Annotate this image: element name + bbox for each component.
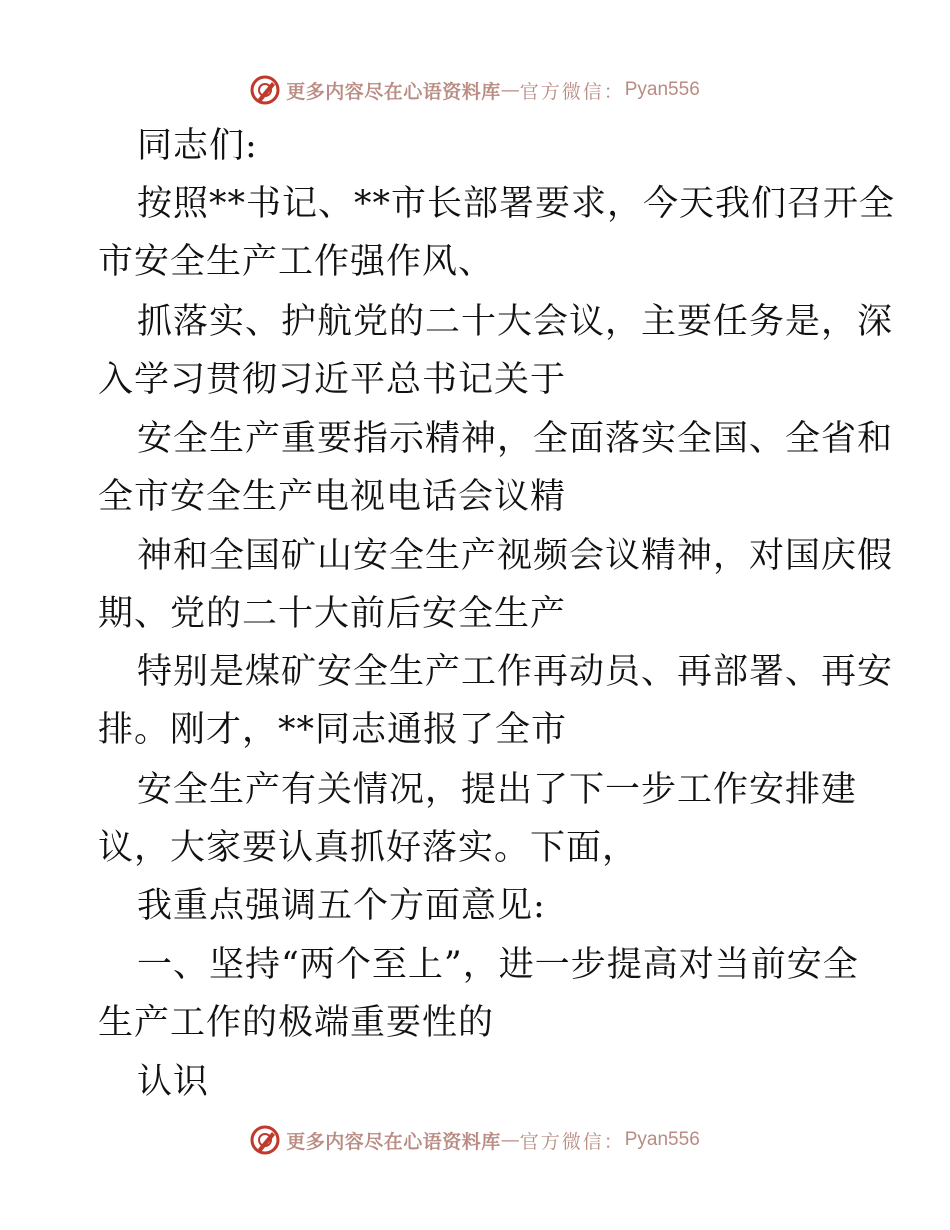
- text-line: 一、坚持“两个至上”，进一步提高对当前安全: [137, 945, 859, 985]
- banner-slogan: 更多内容尽在心语资料库: [286, 80, 501, 103]
- text-line: 入学习贯彻习近平总书记关于: [98, 360, 567, 400]
- pen-logo-icon: [250, 75, 280, 105]
- text-line: 排。刚才，**同志通报了全市: [98, 710, 568, 750]
- text-line: 按照**书记、**市长部署要求，今天我们召开全: [137, 184, 896, 224]
- text-line: 安全生产有关情况，提出了下一步工作安排建: [137, 770, 858, 810]
- banner-dash: —: [500, 79, 520, 101]
- text-line: 市安全生产工作强作风、: [98, 242, 495, 282]
- banner-dash: —: [500, 1129, 520, 1151]
- footer-banner: [0, 1120, 950, 1160]
- text-line: 全市安全生产电视电话会议精: [98, 477, 567, 517]
- text-line: 议，大家要认真抓好落实。下面，: [98, 828, 639, 868]
- banner-account-id: Pyan556: [624, 1129, 700, 1150]
- text-line: 安全生产重要指示精神，全面落实全国、全省和: [137, 419, 894, 459]
- text-line: 期、党的二十大前后安全生产: [98, 594, 567, 634]
- pen-logo-icon: [250, 1125, 280, 1155]
- banner-account-label: 官方微信：: [519, 80, 625, 103]
- banner-slogan: 更多内容尽在心语资料库: [286, 1130, 501, 1153]
- text-line: 抓落实、护航党的二十大会议，主要任务是，深: [137, 302, 894, 342]
- text-line: 神和全国矿山安全生产视频会议精神，对国庆假: [137, 536, 894, 576]
- banner-account-id: Pyan556: [624, 79, 700, 100]
- text-line: 同志们:: [137, 126, 258, 166]
- text-line: 生产工作的极端重要性的: [98, 1003, 495, 1043]
- text-line: 特别是煤矿安全生产工作再动员、再部署、再安: [137, 652, 894, 692]
- header-banner: [0, 70, 950, 110]
- banner-account-label: 官方微信：: [519, 1130, 625, 1153]
- text-line: 认识: [137, 1062, 210, 1102]
- text-line: 我重点强调五个方面意见:: [137, 886, 546, 926]
